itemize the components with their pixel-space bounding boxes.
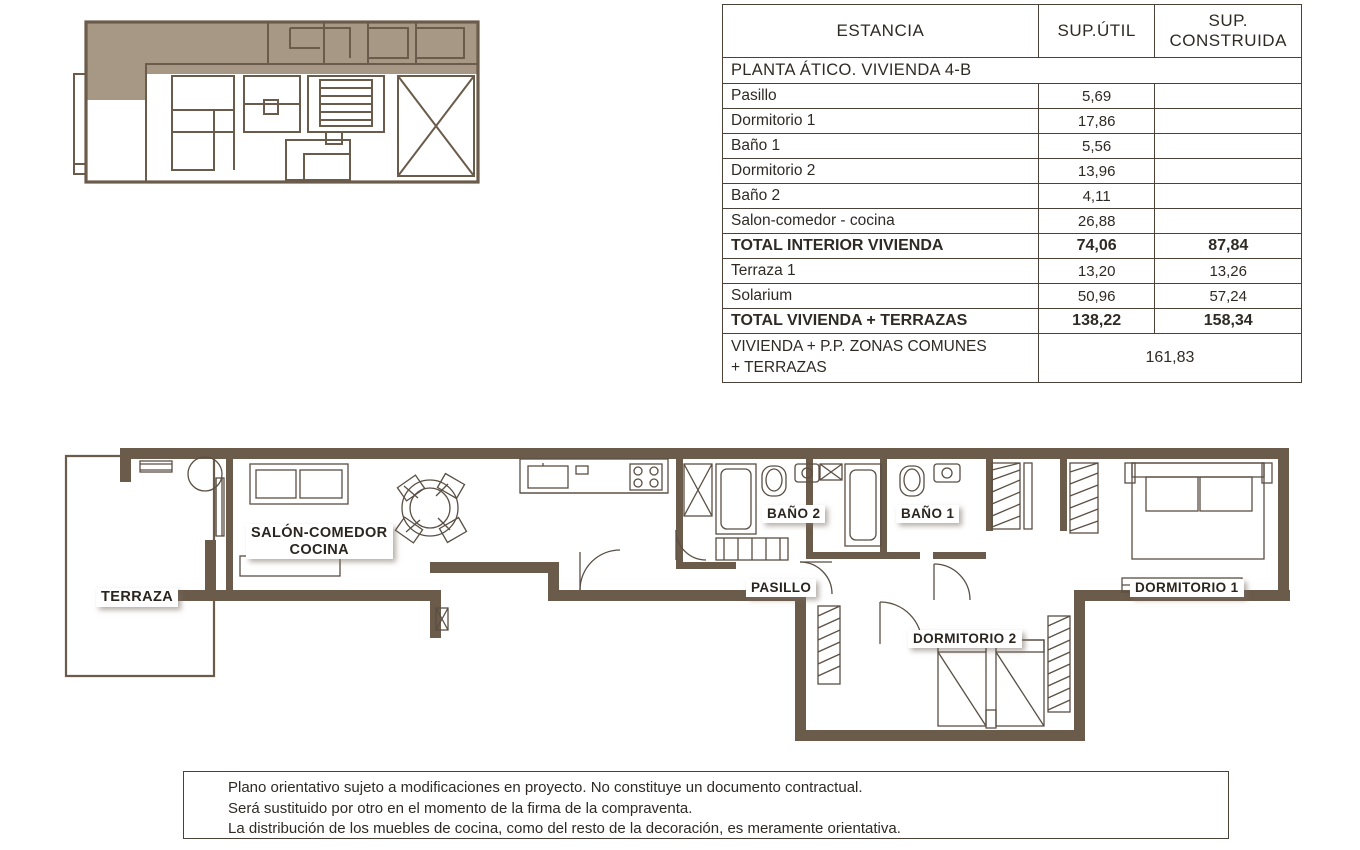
room-label-salon-comedor-cocina [246,524,393,559]
table-row [723,259,1302,284]
room-label-pasillo: PASILLO [746,579,816,597]
total-terraces-name: TOTAL VIVIENDA + TERRAZAS [723,309,1039,334]
total-interior-util: 74,06 [1038,234,1155,259]
header-sup-construida [1155,5,1302,58]
room-label-salon-line2: COCINA [289,541,350,558]
common-name [723,334,1039,383]
table-row [723,84,1302,109]
room-label-salon-line1: SALÓN-COMEDOR [251,525,388,541]
table-row [723,209,1302,234]
terrace-outline [66,456,214,676]
row-construida [1155,109,1302,134]
room-label-bano-1: BAÑO 1 [896,505,959,523]
total-terraces-util: 138,22 [1038,309,1155,334]
table-row [723,184,1302,209]
total-interior-name: TOTAL INTERIOR VIVIENDA [723,234,1039,259]
row-util: 13,20 [1038,259,1155,284]
table-common-row [723,334,1302,383]
header-estancia: ESTANCIA [723,5,1039,58]
total-terraces-construida: 158,34 [1155,309,1302,334]
table-row [723,134,1302,159]
table-section-row [723,58,1302,84]
row-construida: 57,24 [1155,284,1302,309]
row-name: Baño 2 [723,184,1039,209]
surface-table-container [722,4,1302,383]
floor-plan [0,430,1360,770]
header-sup-construida-line2: CONSTRUIDA [1169,31,1287,50]
room-label-bano-2: BAÑO 2 [762,505,825,523]
common-name-line1: VIVIENDA + P.P. ZONAS COMUNES [731,338,987,355]
key-plan-highlight [86,22,478,100]
room-label-terraza: TERRAZA [96,588,178,607]
row-name: Solarium [723,284,1039,309]
row-construida [1155,159,1302,184]
disclaimer-line-3: La distribución de los muebles de cocina, como del resto de la decoración, es meramente orientativa. [228,820,901,838]
row-util: 50,96 [1038,284,1155,309]
table-row [723,284,1302,309]
section-title: PLANTA ÁTICO. VIVIENDA 4-B [723,58,1302,84]
row-construida [1155,84,1302,109]
table-row [723,159,1302,184]
common-value: 161,83 [1038,334,1301,383]
row-name: Baño 1 [723,134,1039,159]
total-interior-construida: 87,84 [1155,234,1302,259]
common-name-line2: + TERRAZAS [731,358,827,376]
disclaimer-line-2: Será sustituido por otro en el momento de la firma de la compraventa. [228,799,693,817]
room-label-dormitorio-1: DORMITORIO 1 [1130,579,1244,597]
key-plan [68,14,488,190]
row-name: Pasillo [723,84,1039,109]
row-util: 5,56 [1038,134,1155,159]
row-construida: 13,26 [1155,259,1302,284]
table-total-terraces-row [723,309,1302,334]
row-construida [1155,209,1302,234]
row-util: 26,88 [1038,209,1155,234]
disclaimer-box [183,771,1229,839]
surface-table [722,4,1302,383]
row-util: 17,86 [1038,109,1155,134]
row-construida [1155,184,1302,209]
table-total-interior-row [723,234,1302,259]
room-label-dormitorio-2: DORMITORIO 2 [908,630,1022,648]
table-header-row [723,5,1302,58]
row-name: Terraza 1 [723,259,1039,284]
header-sup-construida-line1: SUP. [1208,11,1248,30]
row-util: 4,11 [1038,184,1155,209]
row-name: Dormitorio 1 [723,109,1039,134]
disclaimer-line-1: Plano orientativo sujeto a modificaciones en proyecto. No constituye un documento contractual. [228,779,863,796]
row-construida [1155,134,1302,159]
row-util: 5,69 [1038,84,1155,109]
row-name: Salon-comedor - cocina [723,209,1039,234]
header-sup-util: SUP.ÚTIL [1038,5,1155,58]
row-name: Dormitorio 2 [723,159,1039,184]
table-row [723,109,1302,134]
row-util: 13,96 [1038,159,1155,184]
